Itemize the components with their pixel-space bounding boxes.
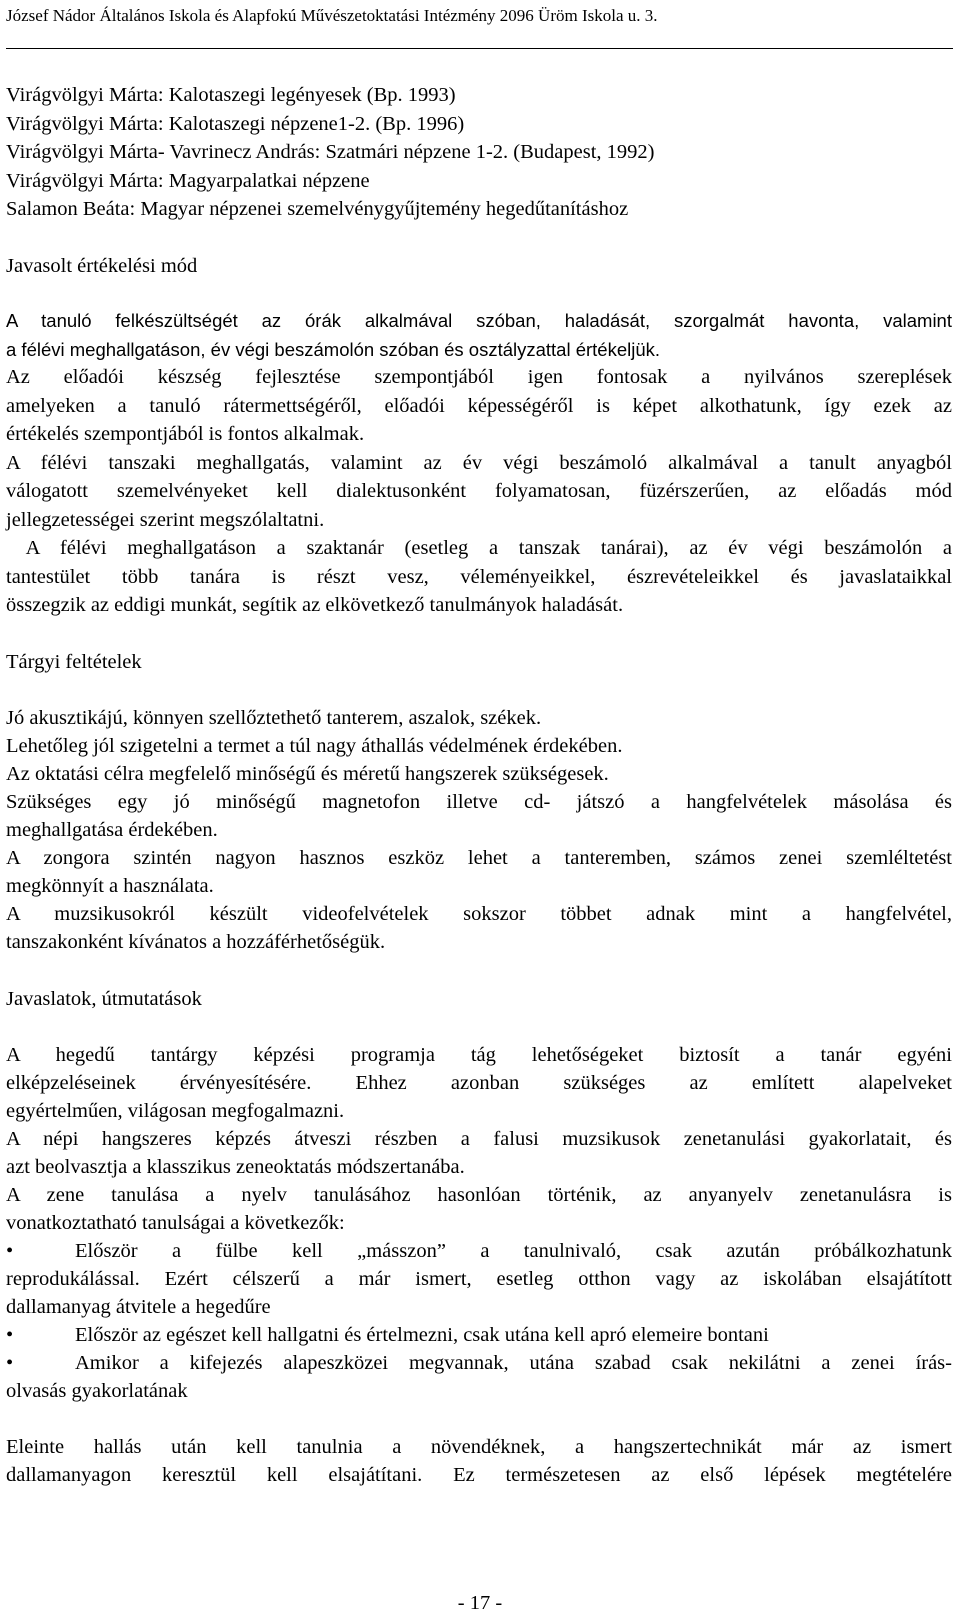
reference-item: Virágvölgyi Márta- Vavrinecz András: Szatmári népzene 1-2. (Budapest, 1992): [6, 141, 655, 163]
closing-text-line: dallamanyagon keresztül kell elsajátítani. Ez természetesen az első lépések megtételére: [6, 1464, 952, 1486]
conditions-text-line: meghallgatása érdekében.: [6, 819, 218, 841]
reference-item: Virágvölgyi Márta: Magyarpalatkai népzene: [6, 170, 370, 192]
conditions-text-line: Lehetőleg jól szigetelni a termet a túl nagy áthallás védelmének érdekében.: [6, 735, 623, 757]
suggestions-text-line: A zene tanulása a nyelv tanulásához hasonlóan történik, az anyanyelv zenetanulásra is: [6, 1184, 952, 1206]
header-divider: [6, 48, 953, 49]
reference-item: Virágvölgyi Márta: Kalotaszegi legényesek (Bp. 1993): [6, 84, 456, 106]
bullet-text-line: Először az egészet kell hallgatni és értelmezni, csak utána kell apró elemeire bontani: [75, 1324, 769, 1346]
conditions-text-line: Az oktatási célra megfelelő minőségű és méretű hangszerek szükségesek.: [6, 763, 609, 785]
suggestions-text-line: egyértelműen, világosan megfogalmazni.: [6, 1100, 345, 1122]
suggestions-text-line: A hegedű tantárgy képzési programja tág lehetőségeket biztosít a tanár egyéni: [6, 1044, 952, 1066]
conditions-text-line: tanszakonként kívánatos a hozzáférhetőségük.: [6, 931, 386, 953]
bullet-marker: •: [6, 1240, 14, 1262]
conditions-text-line: Szükséges egy jó minőségű magnetofon illetve cd- játszó a hangfelvételek másolása és: [6, 791, 952, 813]
evaluation-text-line: válogatott szemelvényeket kell dialektusonként folyamatosan, füzérszerűen, az előadás mód: [6, 480, 952, 502]
evaluation-text-line: amelyeken a tanuló rátermettségéről, előadói képességéről is képet alkothatunk, így ezek az: [6, 395, 952, 417]
suggestions-text-line: elképzeléseinek érvényesítésére. Ehhez azonban szükséges az említett alapelveket: [6, 1072, 952, 1094]
bullet-text-line: Amikor a kifejezés alapeszközei megvannak, utána szabad csak nekilátni a zenei írás-: [75, 1352, 952, 1374]
evaluation-text-line: A tanuló felkészültségét az órák alkalmával szóban, haladását, szorgalmát havonta, valamint: [6, 310, 952, 331]
bullet-marker: •: [6, 1352, 14, 1374]
suggestions-text-line: A népi hangszeres képzés átveszi részben a falusi muzsikusok zenetanulási gyakorlatait, és: [6, 1128, 952, 1150]
evaluation-text-line: A félévi meghallgatáson a szaktanár (esetleg a tanszak tanárai), az év végi beszámolón a: [6, 537, 952, 559]
evaluation-text-line: Az előadói készség fejlesztése szempontjából igen fontosak a nyilvános szereplések: [6, 366, 952, 388]
section-heading-suggestions: Javaslatok, útmutatások: [6, 988, 202, 1010]
evaluation-text-line: a félévi meghallgatáson, év végi beszámolón szóban és osztályzattal értékeljük.: [6, 339, 661, 360]
bullet-text-line: Először a fülbe kell „másszon” a tanulnivaló, csak azután próbálkozhatunk: [75, 1240, 952, 1262]
section-heading-evaluation: Javasolt értékelési mód: [6, 255, 198, 277]
evaluation-text-line: értékelés szempontjából is fontos alkalmak.: [6, 423, 365, 445]
conditions-text-line: megkönnyít a használata.: [6, 875, 214, 897]
suggestions-text-line: vonatkoztatható tanulságai a következők:: [6, 1212, 345, 1234]
section-heading-conditions: Tárgyi feltételek: [6, 651, 142, 673]
conditions-text-line: A muzsikusokról készült videofelvételek sokszor többet adnak mint a hangfelvétel,: [6, 903, 952, 925]
suggestions-text-line: azt beolvasztja a klasszikus zeneoktatás módszertanába.: [6, 1156, 465, 1178]
bullet-text-line: reprodukálással. Ezért célszerű a már ismert, esetleg otthon vagy az iskolában elsajátított: [6, 1268, 952, 1290]
conditions-text-line: Jó akusztikájú, könnyen szellőztethető tanterem, aszalok, székek.: [6, 707, 542, 729]
conditions-text-line: A zongora szintén nagyon hasznos eszköz lehet a tanteremben, számos zenei szemléltetést: [6, 847, 952, 869]
reference-item: Virágvölgyi Márta: Kalotaszegi népzene1-2. (Bp. 1996): [6, 113, 465, 135]
bullet-text-line: olvasás gyakorlatának: [6, 1380, 188, 1402]
evaluation-text-line: összegzik az eddigi munkát, segítik az elkövetkező tanulmányok haladását.: [6, 594, 624, 616]
bullet-marker: •: [6, 1324, 14, 1346]
page-number: - 17 -: [457, 1592, 503, 1614]
evaluation-text-line: A félévi tanszaki meghallgatás, valamint az év végi beszámoló alkalmával a tanult anyagból: [6, 452, 952, 474]
evaluation-text-line: tantestület több tanára is részt vesz, véleményeikkel, észrevételeikkel és javaslataikkal: [6, 566, 952, 588]
closing-text-line: Eleinte hallás után kell tanulnia a növendéknek, a hangszertechnikát már az ismert: [6, 1436, 952, 1458]
evaluation-text-line: jellegzetességei szerint megszólaltatni.: [6, 509, 325, 531]
reference-item: Salamon Beáta: Magyar népzenei szemelvénygyűjtemény hegedűtanításhoz: [6, 198, 629, 220]
bullet-text-line: dallamanyag átvitele a hegedűre: [6, 1296, 271, 1318]
page-header: József Nádor Általános Iskola és Alapfokú Művészetoktatási Intézmény 2096 Üröm Iskola u. 3.: [6, 6, 658, 25]
